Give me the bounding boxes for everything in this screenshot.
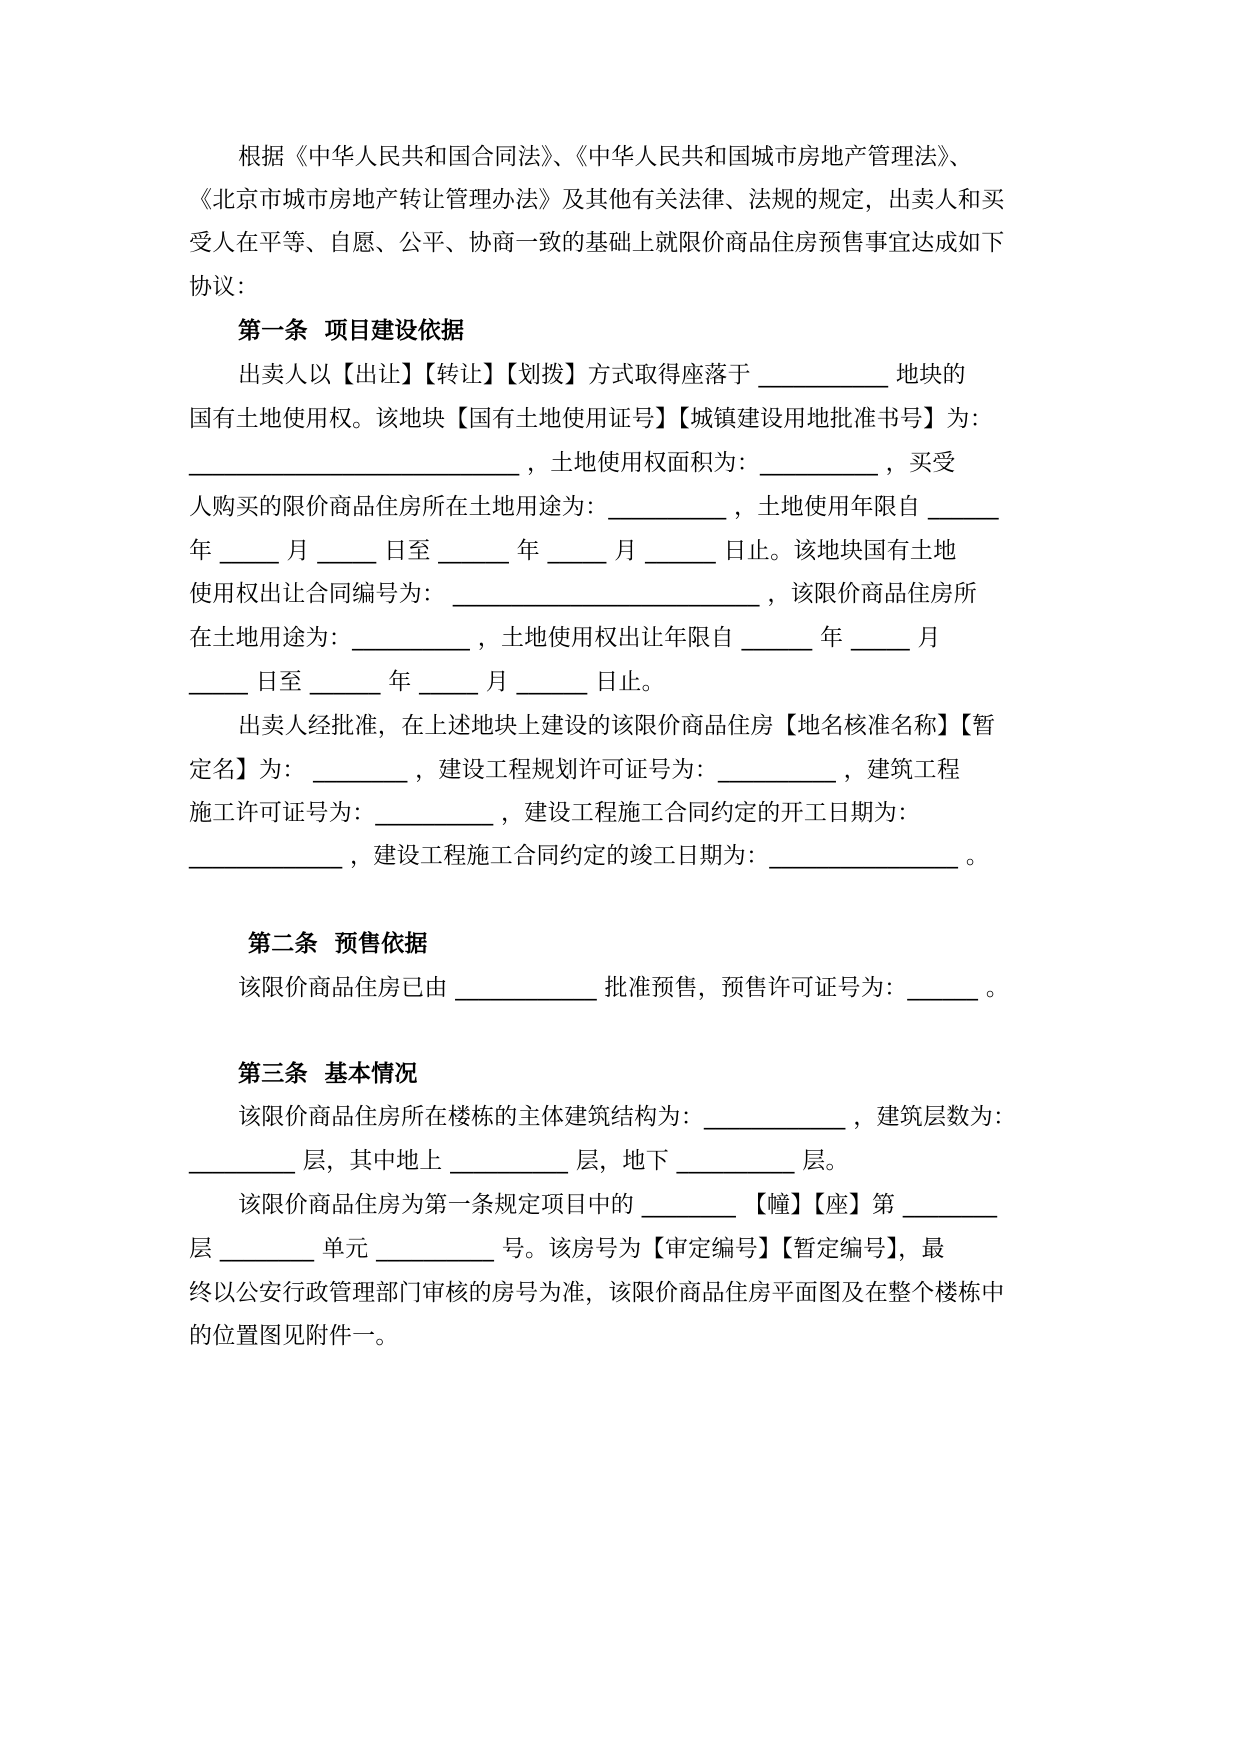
article1-line-11: 施工许可证号为：__________ ，建设工程施工合同约定的开工日期为： — [189, 800, 921, 826]
article1-line-8: _____ 日至 ______ 年 _____ 月 ______ 日止。 — [189, 669, 665, 695]
article1-line-7: 在土地用途为：__________ ，土地使用权出让年限自 ______ 年 _____ 月 — [189, 625, 941, 651]
article3-line-4: 层 ________ 单元 __________ 号。该房号为【审定编号】【暂定编号】，最 — [189, 1236, 945, 1262]
article1-line-1: 出卖人以【出让】【转让】【划拨】方式取得座落于 ___________ 地块的 — [238, 362, 966, 388]
article3-line-6: 的位置图见附件一。 — [189, 1323, 399, 1349]
intro-line-2: 《北京市城市房地产转让管理办法》及其他有关法律、法规的规定，出卖人和买 — [189, 187, 1005, 213]
article1-line-4: 人购买的限价商品住房所在土地用途为：__________ ，土地使用年限自 ______ — [189, 494, 999, 520]
article3-line-5: 终以公安行政管理部门审核的房号为准，该限价商品住房平面图及在整个楼栋中 — [189, 1280, 1005, 1306]
article1-line-2: 国有土地使用权。该地块【国有土地使用证号】【城镇建设用地批准书号】为： — [189, 406, 993, 432]
article3-heading: 第三条 基本情况 — [238, 1061, 418, 1087]
intro-line-4: 协议： — [189, 274, 259, 300]
article1-line-6: 使用权出让合同编号为： __________________________ ，该限价商品住房所 — [189, 581, 978, 607]
article3-line-1: 该限价商品住房所在楼栋的主体建筑结构为：____________ ，建筑层数为： — [238, 1104, 1017, 1130]
article1-heading: 第一条 项目建设依据 — [238, 318, 465, 344]
intro-line-3: 受人在平等、自愿、公平、协商一致的基础上就限价商品住房预售事宜达成如下 — [189, 230, 1005, 256]
article1-line-5: 年 _____ 月 _____ 日至 ______ 年 _____ 月 ______ 日止。该地块国有土地 — [189, 538, 957, 564]
intro-line-1: 根据《中华人民共和国合同法》、《中华人民共和国城市房地产管理法》、 — [238, 144, 973, 170]
article3-line-2: _________ 层，其中地上 __________ 层，地下 __________ 层。 — [189, 1148, 849, 1174]
article2-heading: 第二条 预售依据 — [248, 931, 428, 957]
article1-line-9: 出卖人经批准，在上述地块上建设的该限价商品住房【地名核准名称】【暂 — [238, 713, 996, 739]
article3-line-3: 该限价商品住房为第一条规定项目中的 ________ 【幢】【座】第 ________ — [238, 1192, 998, 1218]
article1-line-12: _____________ ，建设工程施工合同约定的竣工日期为：________________ 。 — [189, 843, 990, 869]
article2-line-1: 该限价商品住房已由 ____________ 批准预售，预售许可证号为：______ 。 — [238, 975, 1010, 1001]
article1-line-10: 定名】为： ________ ，建设工程规划许可证号为：__________ ，建筑工程 — [189, 757, 961, 783]
article1-line-3: ____________________________ ，土地使用权面积为：__________ ，买受 — [189, 450, 956, 476]
